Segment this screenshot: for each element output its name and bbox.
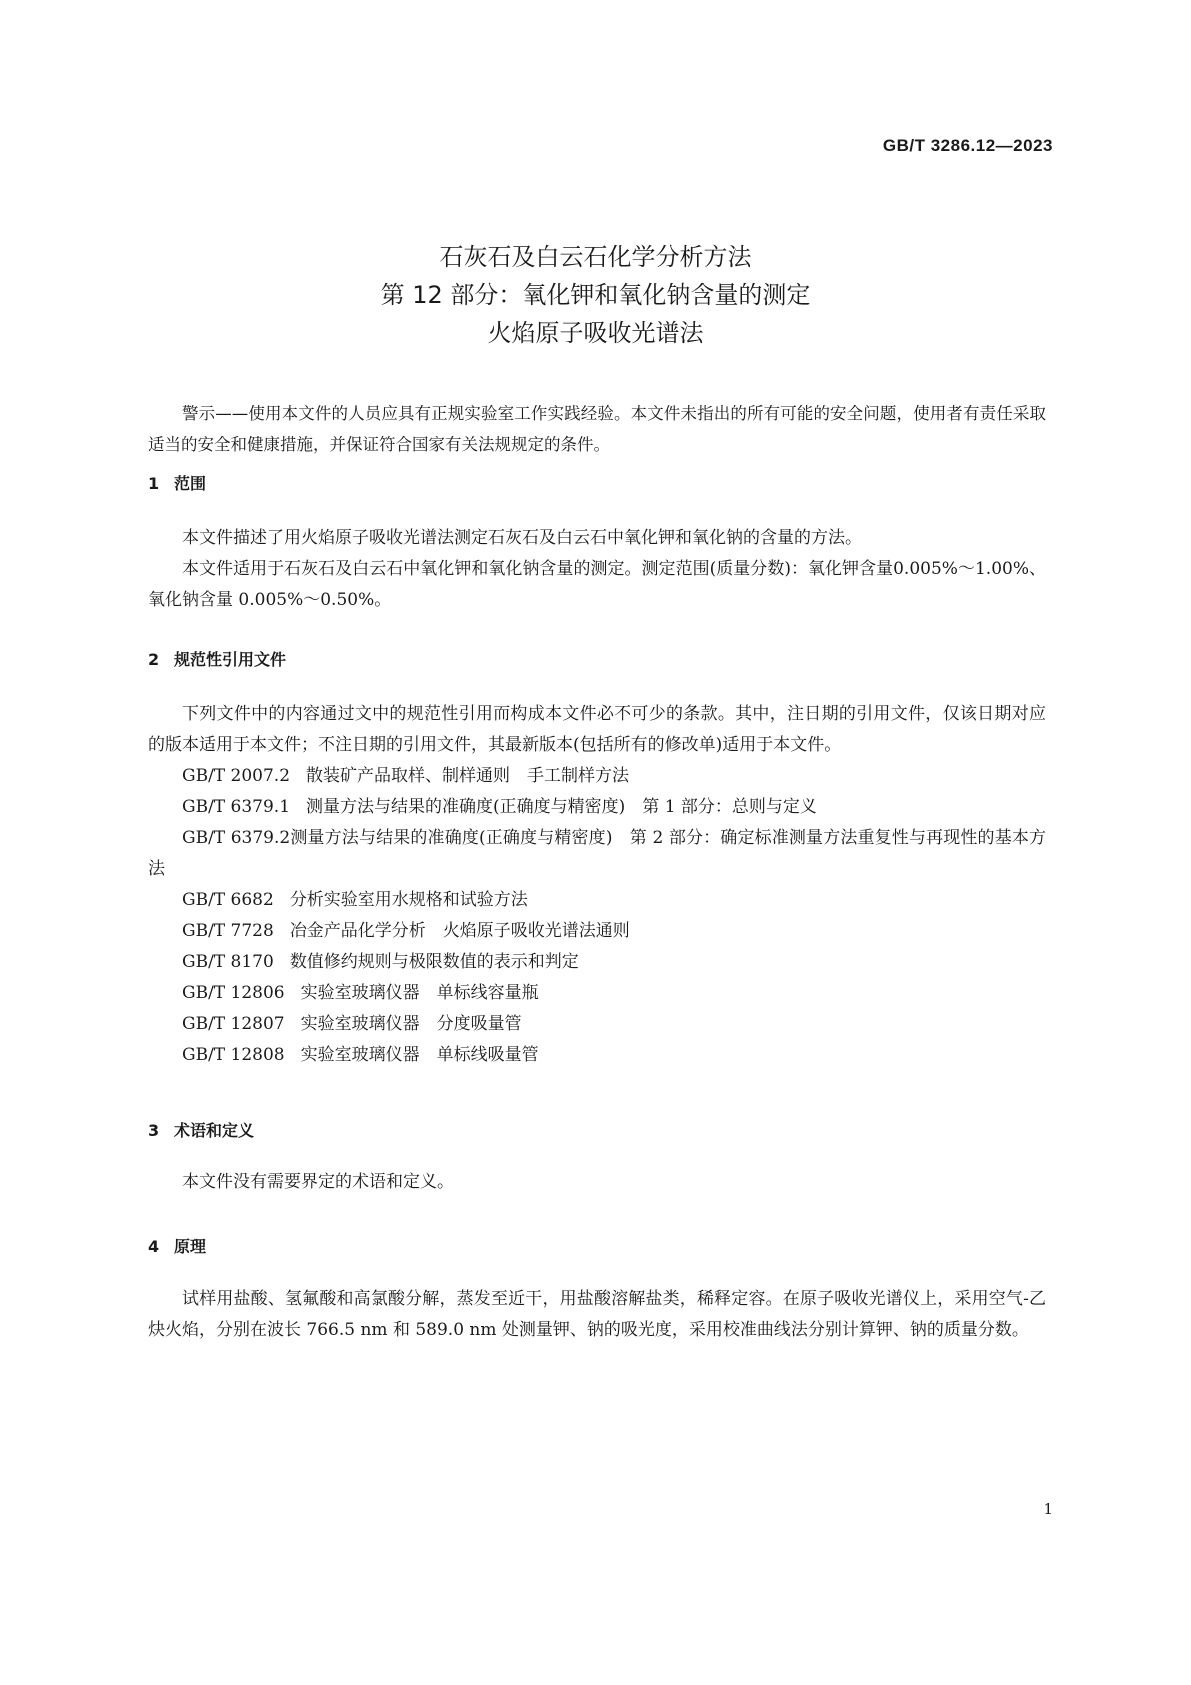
standard-code: GB/T 3286.12—2023 — [882, 136, 1053, 155]
reference-code: GB/T 7728 — [182, 921, 274, 941]
section-2-body — [148, 699, 1046, 1071]
title-line-3: 火焰原子吸收光谱法 — [487, 319, 704, 347]
reference-item — [148, 978, 1046, 1009]
reference-title: 分析实验室用水规格和试验方法 — [289, 890, 528, 910]
reference-code: GB/T 12807 — [182, 1014, 285, 1034]
section-1-number: 1 — [148, 474, 160, 493]
section-4-body — [148, 1284, 1046, 1346]
section-4-heading — [148, 1231, 206, 1262]
section-3-paragraph-1: 本文件没有需要界定的术语和定义。 — [182, 1172, 454, 1192]
reference-title: 实验室玻璃仪器 分度吸量管 — [300, 1014, 522, 1034]
section-2-intro: 下列文件中的内容通过文中的规范性引用而构成本文件必不可少的条款。其中，注日期的引用文件，仅该日期对应的版本适用于本文件；不注日期的引用文件，其最新版本(包括所有的修改单)适用于本文件。 — [148, 704, 1046, 755]
title-line-1: 石灰石及白云石化学分析方法 — [439, 243, 752, 271]
document-body — [148, 398, 1047, 1340]
section-4-paragraph-1: 试样用盐酸、氢氟酸和高氯酸分解，蒸发至近干，用盐酸溶解盐类，稀释定容。在原子吸收光谱仪上，采用空气-乙炔火焰，分别在波长 766.5 nm 和 589.0 nm 处测量钾、钠的吸光度，采用校准曲线法分别计算钾、钠的质量分数。 — [148, 1289, 1046, 1340]
section-3-number: 3 — [148, 1121, 160, 1140]
section-2-title: 规范性引用文件 — [174, 650, 287, 669]
reference-title: 测量方法与结果的准确度(正确度与精密度) 第 2 部分：确定标准测量方法重复性与再现性的基本方法 — [148, 828, 1047, 879]
reference-item — [148, 916, 1046, 947]
reference-title: 实验室玻璃仪器 单标线容量瓶 — [300, 983, 539, 1003]
reference-item — [148, 823, 1046, 885]
section-4-number: 4 — [148, 1237, 160, 1256]
reference-title: 测量方法与结果的准确度(正确度与精密度) 第 1 部分：总则与定义 — [306, 797, 817, 817]
title-line-2: 第 12 部分：氧化钾和氧化钠含量的测定 — [380, 281, 811, 309]
safety-warning: 警示——使用本文件的人员应具有正规实验室工作实践经验。本文件未指出的所有可能的安全问题，使用者有责任采取适当的安全和健康措施，并保证符合国家有关法规规定的条件。 — [148, 404, 1046, 454]
reference-code: GB/T 6379.2 — [182, 828, 291, 848]
reference-title: 实验室玻璃仪器 单标线吸量管 — [300, 1045, 539, 1065]
reference-item — [148, 792, 1046, 823]
reference-item — [148, 947, 1046, 978]
reference-item — [148, 761, 1046, 792]
section-2-heading — [148, 644, 286, 675]
section-1-paragraph-2: 本文件适用于石灰石及白云石中氧化钾和氧化钠含量的测定。测定范围(质量分数)：氧化钾含量0.005%～1.00%、氧化钠含量 0.005%～0.50%。 — [148, 559, 1046, 610]
reference-code: GB/T 2007.2 — [182, 766, 291, 786]
section-1-body — [148, 523, 1046, 616]
document-title — [0, 238, 1191, 352]
reference-code: GB/T 12808 — [182, 1045, 285, 1065]
reference-title: 冶金产品化学分析 火焰原子吸收光谱法通则 — [289, 921, 630, 941]
reference-code: GB/T 8170 — [182, 952, 274, 972]
section-1-paragraph-1: 本文件描述了用火焰原子吸收光谱法测定石灰石及白云石中氧化钾和氧化钠的含量的方法。 — [182, 528, 862, 548]
section-3-heading — [148, 1115, 254, 1146]
section-1-heading — [148, 468, 206, 499]
reference-item — [148, 1040, 1046, 1071]
section-4-title: 原理 — [174, 1237, 207, 1256]
reference-code: GB/T 6682 — [182, 890, 274, 910]
reference-item — [148, 1009, 1046, 1040]
section-1-title: 范围 — [174, 474, 207, 493]
reference-title: 散装矿产品取样、制样通则 手工制样方法 — [306, 766, 630, 786]
section-2-number: 2 — [148, 650, 160, 669]
reference-code: GB/T 6379.1 — [182, 797, 291, 817]
reference-code: GB/T 12806 — [182, 983, 285, 1003]
reference-title: 数值修约规则与极限数值的表示和判定 — [289, 952, 579, 972]
section-3-body — [148, 1167, 1046, 1198]
page-number: 1 — [1043, 1500, 1053, 1518]
reference-item — [148, 885, 1046, 916]
section-3-title: 术语和定义 — [174, 1121, 255, 1140]
